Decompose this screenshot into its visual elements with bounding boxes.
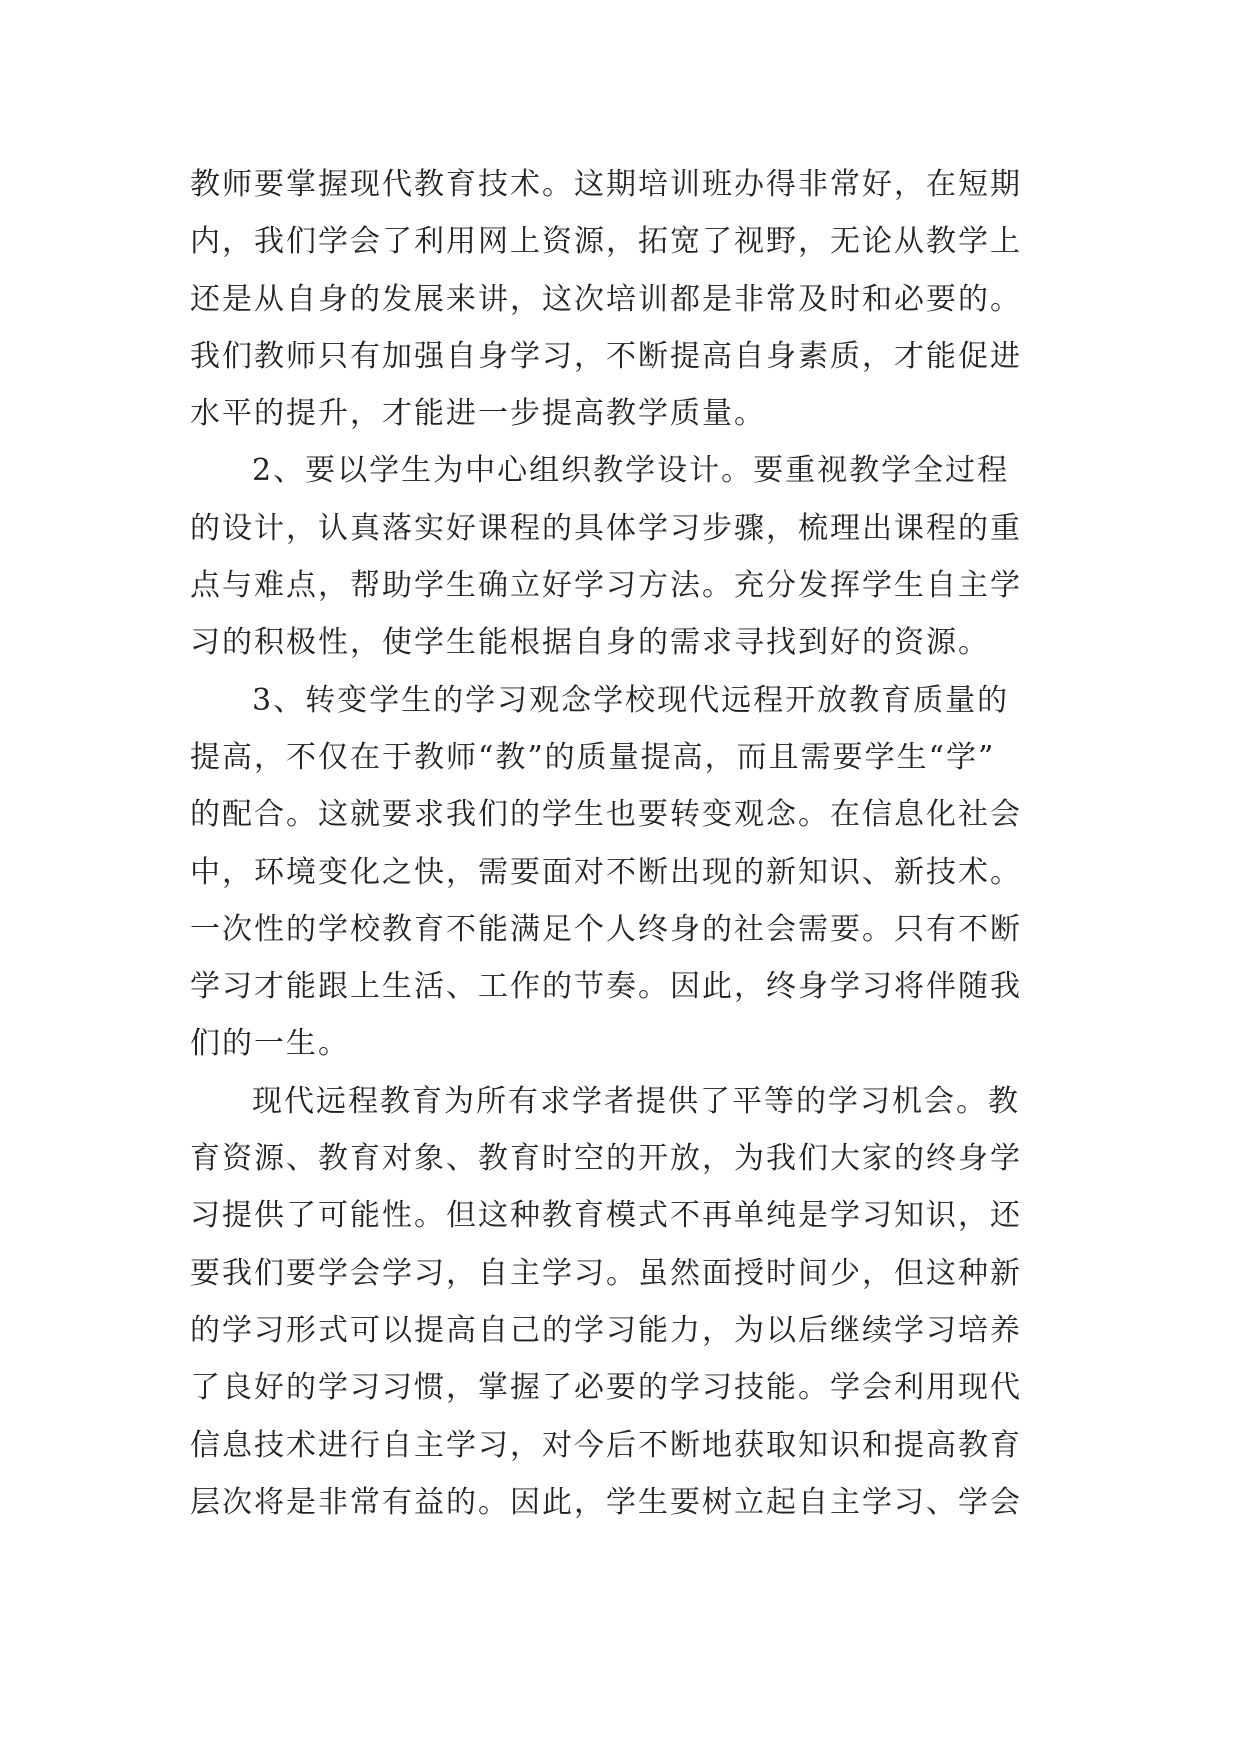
text-line: 了良好的学习习惯，掌握了必要的学习技能。学会利用现代 [190,1370,1022,1406]
paragraph-start-line: 2、要以学生为中心组织教学设计。要重视教学全过程 [252,453,1010,489]
text-line: 习提供了可能性。但这种教育模式不再单纯是学习知识，还 [190,1198,1022,1234]
paragraph-start-line: 现代远程教育为所有求学者提供了平等的学习机会。教 [252,1083,1020,1119]
text-line: 信息技术进行自主学习，对今后不断地获取知识和提高教育 [190,1427,1022,1463]
text-line: 还是从自身的发展来讲，这次培训都是非常及时和必要的。 [190,281,1022,317]
text-line: 我们教师只有加强自身学习，不断提高自身素质，才能促进 [190,338,1022,374]
text-line: 的设计，认真落实好课程的具体学习步骤，梳理出课程的重 [190,510,1022,546]
text-line: 学习才能跟上生活、工作的节奏。因此，终身学习将伴随我 [190,969,1022,1005]
text-line: 一次性的学校教育不能满足个人终身的社会需要。只有不断 [190,911,1022,947]
text-line: 教师要掌握现代教育技术。这期培训班办得非常好，在短期 [190,167,1022,202]
text-line: 中，环境变化之快，需要面对不断出现的新知识、新技术。 [190,854,1022,890]
paragraph-start-line: 3、转变学生的学习观念学校现代远程开放教育质量的 [252,682,1010,718]
text-line: 们的一生。 [190,1026,350,1062]
text-line: 提高，不仅在于教师“教”的质量提高，而且需要学生“学” [190,739,996,775]
body-text [190,156,1070,1531]
text-line: 点与难点，帮助学生确立好学习方法。充分发挥学生自主学 [190,568,1022,604]
text-line: 的配合。这就要求我们的学生也要转变观念。在信息化社会 [190,797,1022,833]
text-line: 层次将是非常有益的。因此，学生要树立起自主学习、学会 [190,1484,1022,1520]
text-line: 的学习形式可以提高自己的学习能力，为以后继续学习培养 [190,1312,1022,1348]
text-line: 要我们要学会学习，自主学习。虽然面授时间少，但这种新 [190,1255,1022,1291]
text-line: 习的积极性，使学生能根据自身的需求寻找到好的资源。 [190,625,990,661]
text-line: 内，我们学会了利用网上资源，拓宽了视野，无论从教学上 [190,224,1022,260]
text-line: 育资源、教育对象、教育时空的开放，为我们大家的终身学 [190,1141,1022,1177]
text-line: 水平的提升，才能进一步提高教学质量。 [190,396,766,432]
